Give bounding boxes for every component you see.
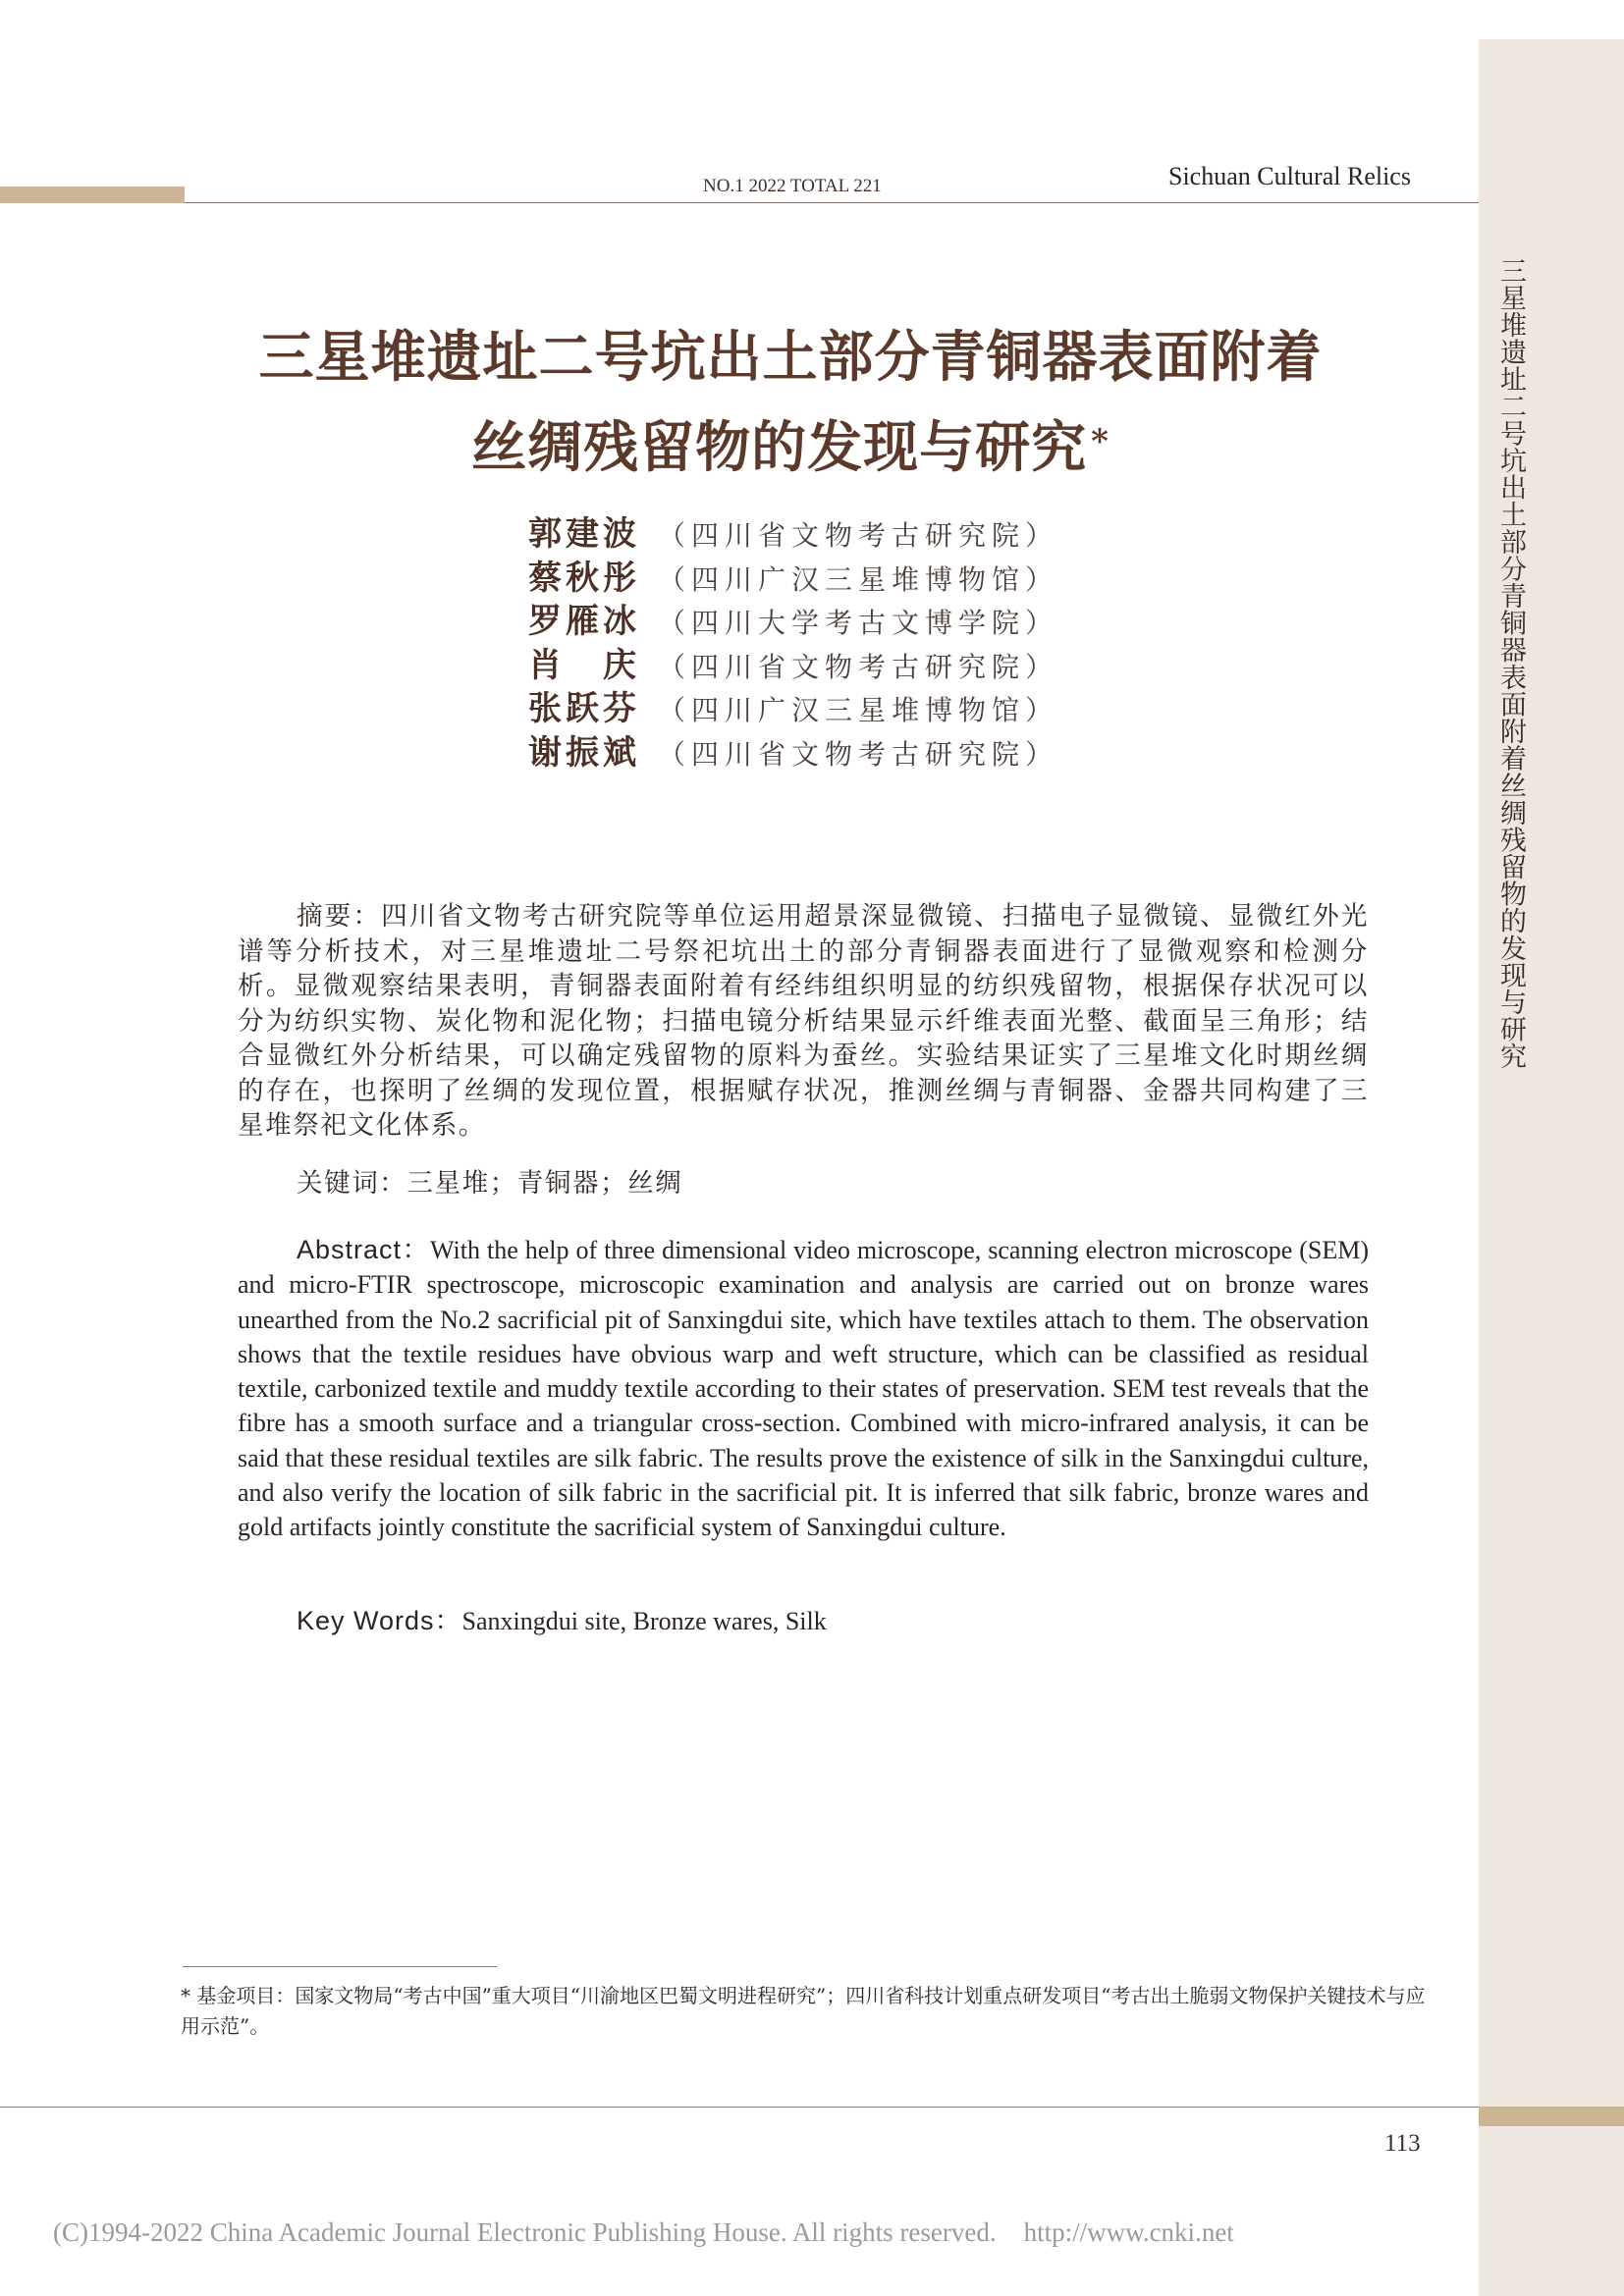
footnote-rule <box>183 1966 497 1967</box>
footer-accent-bar <box>1479 2107 1624 2126</box>
article-title-line-2 <box>157 402 1424 493</box>
abstract-english <box>238 1233 1369 1545</box>
copyright-line <box>53 2217 1234 2248</box>
author-name: 谢振斌 <box>528 732 640 773</box>
abstract-chinese-text: 四川省文物考古研究院等单位运用超景深显微镜、扫描电子显微镜、显微红外光谱等分析技术，对三星堆遗址二号祭祀坑出土的部分青铜器表面进行了显微观察和检测分析。显微观察结果表明，青铜器表面附着有经纬组织明显的纺织残留物，根据保存状况可以分为纺织实物、炭化物和泥化物；扫描电镜分析结果显示纤维表面光整、截面呈三角形；结合显微红外分析结果，可以确定残留物的原料为蚕丝。实验结果证实了三星堆文化时期丝绸的存在，也探明了丝绸的发现位置，根据赋存状况，推测丝绸与青铜器、金器共同构建了三星堆祭祀文化体系。 <box>238 901 1369 1141</box>
copyright-text: (C)1994-2022 China Academic Journal Electronic Publishing House. All rights reserved. <box>53 2217 997 2247</box>
abstract-english-paragraph <box>238 1233 1369 1545</box>
journal-name: Sichuan Cultural Relics <box>1168 162 1411 190</box>
author-affiliation: （四川省文物考古研究院） <box>658 519 1059 552</box>
author-row <box>528 687 1058 731</box>
abstract-chinese <box>238 899 1369 1144</box>
author-name: 蔡秋彤 <box>528 558 640 598</box>
funding-note-marker: * <box>1091 422 1110 461</box>
abstract-chinese-label: 摘要： <box>297 901 382 932</box>
keywords-english-text: Sanxingdui site, Bronze wares, Silk <box>461 1607 827 1635</box>
author-affiliation: （四川大学考古文博学院） <box>658 607 1059 639</box>
header-accent-bar <box>0 187 185 203</box>
keywords-english <box>297 1599 827 1637</box>
keywords-chinese-text: 三星堆；青铜器；丝绸 <box>406 1168 683 1199</box>
author-row <box>528 512 1058 557</box>
keywords-chinese <box>297 1161 682 1200</box>
article-title-line-1: 三星堆遗址二号坑出土部分青铜器表面附着 <box>258 325 1323 390</box>
author-name: 罗雁冰 <box>528 602 640 641</box>
author-name: 张跃芬 <box>528 689 640 728</box>
author-row <box>528 644 1058 688</box>
author-name: 郭建波 <box>528 514 640 554</box>
abstract-english-label: Abstract： <box>297 1235 431 1264</box>
author-name: 肖 庆 <box>528 645 640 685</box>
keywords-english-label: Key Words： <box>297 1606 462 1635</box>
author-row <box>528 731 1058 775</box>
author-affiliation: （四川省文物考古研究院） <box>658 650 1059 683</box>
keywords-chinese-label: 关键词： <box>297 1168 407 1199</box>
abstract-english-text: With the help of three dimensional video microscope, scanning electron microscope (SEM) and micro-FTIR spectroscope, microscopic examination and analysis are carried out on bronze wares unearthed from the No.2 sacrificial pit of Sanxingdui site, which have textiles attach to them. The observation shows that the textile residues have obvious warp and weft structure, which can be classified as residual textile, carbonized textile and muddy textile according to their states of preservation. SEM test reveals that the fibre has a smooth surface and a triangular cross-section. Combined with micro-infrared analysis, it can be said that these residual textiles are silk fabric. The results prove the existence of silk in the Sanxingdui culture, and also verify the location of silk fabric in the sacrificial pit. It is inferred that silk fabric, bronze wares and gold artifacts jointly constitute the sacrificial system of Sanxingdui culture. <box>238 1236 1370 1542</box>
article-title <box>157 312 1424 493</box>
abstract-chinese-paragraph <box>238 899 1369 1144</box>
author-affiliation: （四川广汉三星堆博物馆） <box>658 694 1059 726</box>
side-running-title: 三星堆遗址二号坑出土部分青铜器表面附着丝绸残留物的发现与研究 <box>1495 257 1526 1070</box>
funding-footnote: * 基金项目：国家文物局“考古中国”重大项目“川渝地区巴蜀文明进程研究”；四川省科技计划重点研发项目“考古出土脆弱文物保护关键技术与应用示范”。 <box>181 1984 1426 2038</box>
header-rule <box>185 202 1479 203</box>
author-row <box>528 600 1058 644</box>
author-affiliation: （四川广汉三星堆博物馆） <box>658 562 1059 596</box>
author-list <box>528 512 1058 774</box>
issue-info: NO.1 2022 TOTAL 221 <box>703 176 882 196</box>
copyright-url: http://www.cnki.net <box>1023 2217 1234 2247</box>
article-title-line-2-text: 丝绸残留物的发现与研究 <box>471 415 1088 480</box>
author-affiliation: （四川省文物考古研究院） <box>658 737 1059 771</box>
footer-rule <box>0 2107 1479 2108</box>
author-row <box>528 557 1058 601</box>
page-number: 113 <box>1384 2130 1421 2157</box>
